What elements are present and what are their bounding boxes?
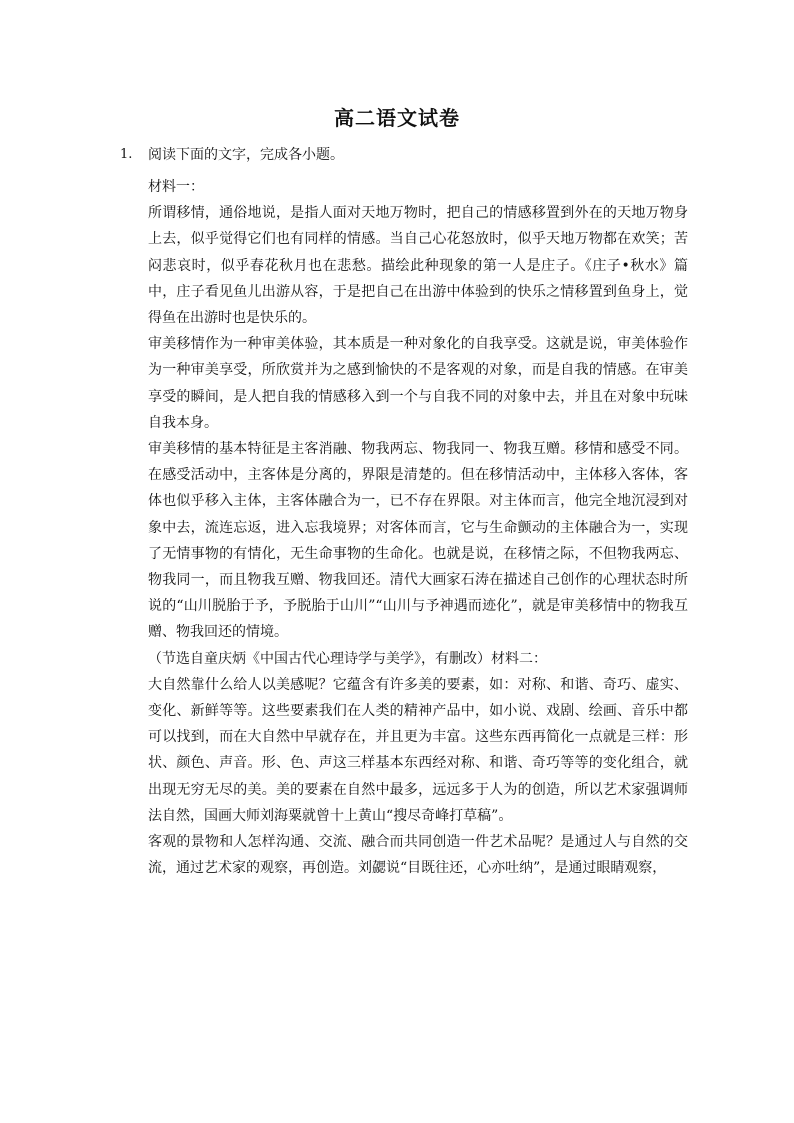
- question-body: [148, 145, 688, 881]
- source-citation: （节选自童庆炳《中国古代心理诗学与美学》，有删改）材料二：: [148, 650, 547, 667]
- paragraph: 客观的景物和人怎样沟通、交流、融合而共同创造一件艺术品呢？是通过人与自然的交流，通过艺术家的观察，再创造。刘勰说“目既往还，心亦吐纳”，是通过眼睛观察，: [148, 834, 688, 877]
- question-intro: 阅读下面的文字，完成各小题。: [148, 147, 344, 163]
- question-number: 1.: [120, 147, 133, 162]
- page-title: 高二语文试卷: [334, 106, 460, 130]
- paragraph: 所谓移情，通俗地说，是指人面对天地万物时，把自己的情感移置到外在的天地万物身上去，似乎觉得它们也有同样的情感。当自己心花怒放时，似乎天地万物都在欢笑；苦闷悲哀时，似乎春花秋月也在悲愁。描绘此种现象的第一人是庄子。《庄子•秋水》篇中，庄子看见鱼儿出游从容，于是把自己在出游中体验到的快乐之情移置到鱼身上，觉得鱼在出游时也是快乐的。: [148, 205, 688, 327]
- paragraph: 审美移情作为一种审美体验，其本质是一种对象化的自我享受。这就是说，审美体验作为一种审美享受，所欣赏并为之感到愉快的不是客观的对象，而是自我的情感。在审美享受的瞬间，是人把自我的情感移入到一个与自我不同的对象中去，并且在对象中玩味自我本身。: [148, 336, 688, 431]
- paragraph: 大自然靠什么给人以美感呢？它蕴含有许多美的要素，如：对称、和谐、奇巧、虚实、变化、新鲜等等。这些要素我们在人类的精神产品中，如小说、戏剧、绘画、音乐中都可以找到，而在大自然中早就存在，并且更为丰富。这些东西再简化一点就是三样：形状、颜色、声音。形、色、声这三样基本东西经对称、和谐、奇巧等等的变化组合，就出现无穷无尽的美。美的要素在自然中最多，远远多于人为的创造，所以艺术家强调师法自然，国画大师刘海粟就曾十上黄山“搜尽奇峰打草稿”。: [148, 676, 688, 824]
- material-one-label: 材料一：: [148, 179, 204, 195]
- paragraph: 审美移情的基本特征是主客消融、物我两忘、物我同一、物我互赠。移情和感受不同。在感受活动中，主客体是分离的，界限是清楚的。但在移情活动中，主体移入客体，客体也似乎移入主体，主客体融合为一，已不存在界限。对主体而言，他完全地沉浸到对象中去，流连忘返，进入忘我境界；对客体而言，它与生命颤动的主体融合为一，实现了无情事物的有情化，无生命事物的生命化。也就是说，在移情之际，不但物我两忘、物我同一，而且物我互赠、物我回还。清代大画家石涛在描述自己创作的心理状态时所说的“山川脱胎于予，予脱胎于山川”“山川与予神遇而迹化”，就是审美移情中的物我互赠、物我回还的情境。: [148, 441, 688, 641]
